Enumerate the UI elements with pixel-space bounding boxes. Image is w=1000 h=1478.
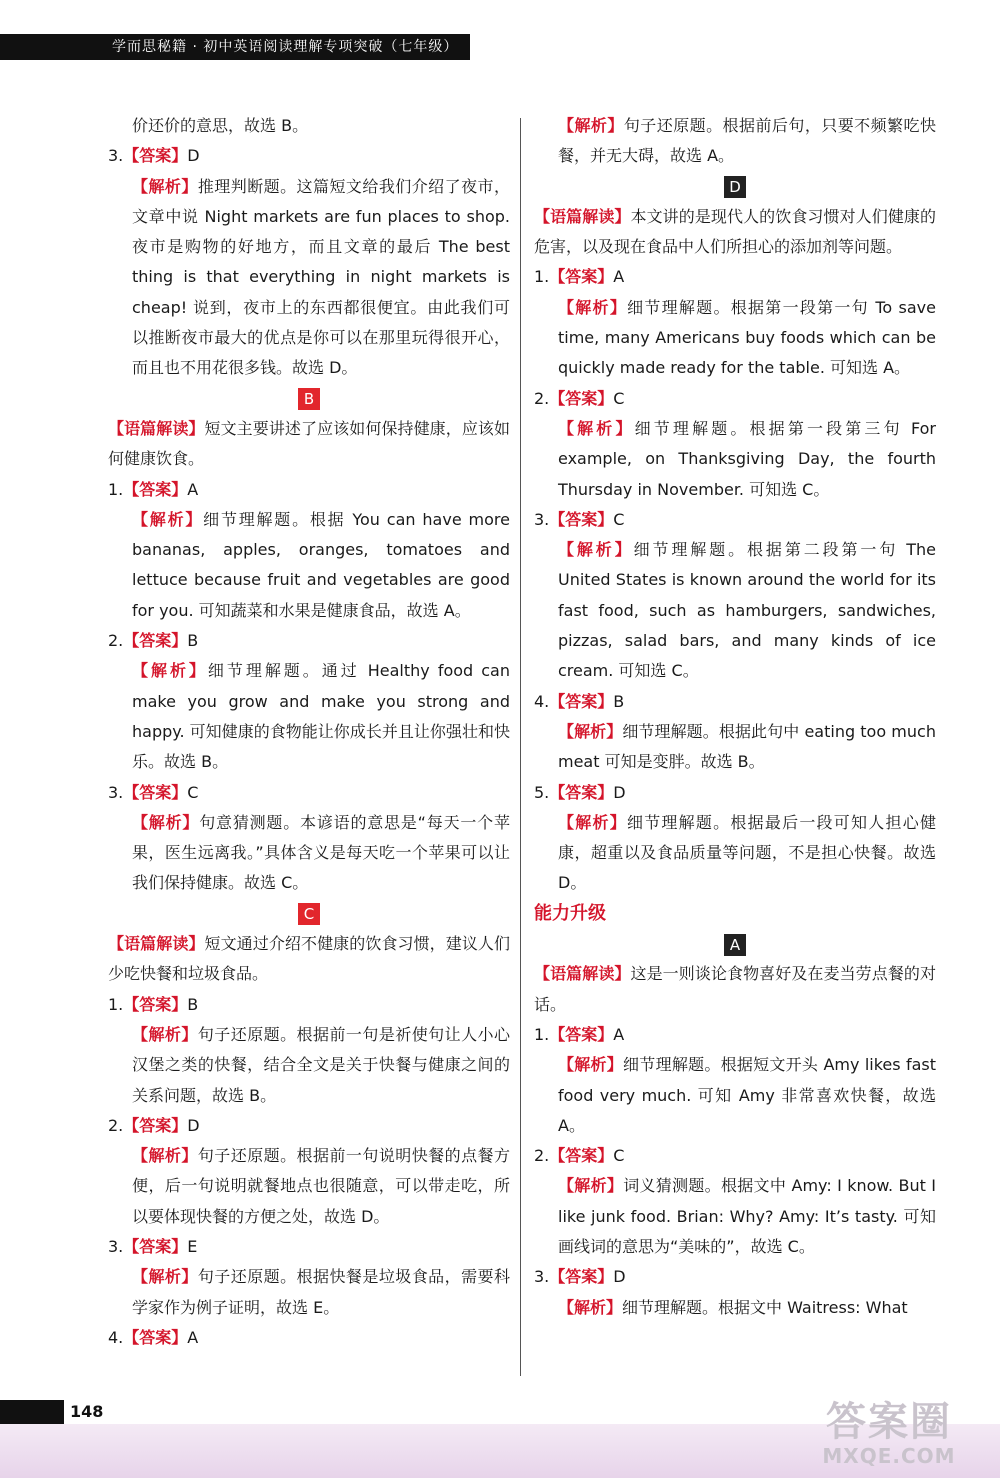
analysis-paragraph: 【解析】细节理解题。根据最后一段可知人担心健康，超重以及食品质量等问题，不是担心快餐。故选 D。 <box>558 812 936 893</box>
answer-line: 1.【答案】B <box>108 994 199 1014</box>
continuation-line: 价还价的意思，故选 B。 <box>132 116 309 135</box>
answer-line: 3.【答案】C <box>534 509 625 529</box>
section-c-box: C <box>298 903 320 925</box>
right-column <box>534 111 936 1323</box>
summary-b: 【语篇解读】短文主要讲述了应该如何保持健康，应该如何健康饮食。 <box>108 418 510 469</box>
page-number: 148 <box>70 1402 104 1421</box>
answer-line: 3.【答案】D <box>534 1267 626 1287</box>
answer-line: 1.【答案】A <box>108 479 199 499</box>
analysis-paragraph: 【解析】句意猜测题。本谚语的意思是“每天一个苹果，医生远离我。”具体含义是每天吃一个苹果可以让我们保持健康。故选 C。 <box>132 812 510 893</box>
header-bar <box>0 34 470 60</box>
section-a-box: A <box>724 934 746 956</box>
summary-c: 【语篇解读】短文通过介绍不健康的饮食习惯，建议人们少吃快餐和垃圾食品。 <box>108 934 510 984</box>
section-marker-c <box>108 899 510 929</box>
analysis-paragraph: 【解析】句子还原题。根据前一句说明快餐的点餐方便，后一句说明就餐地点也很随意，可以带走吃，所以要体现快餐的方便之处，故选 D。 <box>132 1146 510 1226</box>
analysis-paragraph: 【解析】细节理解题。根据短文开头 Amy likes fast food very much. 可知 Amy 非常喜欢快餐，故选 A。 <box>558 1055 936 1135</box>
analysis-paragraph: 【解析】细节理解题。根据此句中 eating too much meat 可知是变胖。故选 B。 <box>558 721 936 772</box>
section-marker-b <box>108 384 510 414</box>
answer-line: 1.【答案】A <box>534 267 625 287</box>
answer-line: 3.【答案】D <box>108 146 200 166</box>
analysis-paragraph: 【解析】细节理解题。根据第二段第一句 The United States is known around the world for its fast food, such as hamburgers, sandwiches, pizzas, salad bars, and many kinds of ice cream. 可知选 C。 <box>558 540 936 681</box>
section-marker-a <box>534 929 936 959</box>
section-b-box: B <box>298 388 320 410</box>
analysis-paragraph: 【解析】词义猜测题。根据文中 Amy: I know. But I like junk food. Brian: Why? Amy: It’s tasty. 可知画线词的意思为“美味的”，故选 C。 <box>558 1176 936 1256</box>
summary-a: 【语篇解读】这是一则谈论食物喜好及在麦当劳点餐的对话。 <box>534 964 936 1014</box>
answer-line: 2.【答案】C <box>534 388 625 408</box>
analysis-paragraph: 【解析】句子还原题。根据前一句是祈使句让人小心汉堡之类的快餐，结合全文是关于快餐与健康之间的关系问题，故选 B。 <box>132 1024 510 1105</box>
analysis-paragraph: 【解析】推理判断题。这篇短文给我们介绍了夜市，文章中说 Night markets are fun places to shop. 夜市是购物的好地方，而且文章的最后 The best thing is that everything in night markets is cheap! 说到，夜市上的东西都很便宜。由此我们可以推断夜市最大的优点是你可以在那里玩得很开心，而且也不用花很多钱。故选 D。 <box>132 176 510 378</box>
left-column <box>108 111 510 1353</box>
answer-line: 2.【答案】D <box>108 1115 200 1135</box>
watermark-logo: 答案圈 MXQE.COM <box>822 1399 956 1468</box>
section-marker-d <box>534 172 936 202</box>
answer-line: 4.【答案】B <box>534 691 625 711</box>
answer-line: 3.【答案】E <box>108 1236 198 1256</box>
analysis-paragraph: 【解析】句子还原题。根据快餐是垃圾食品，需要科学家作为例子证明，故选 E。 <box>132 1267 510 1317</box>
section-d-box: D <box>724 176 746 198</box>
column-divider <box>520 118 521 1376</box>
answer-line: 3.【答案】C <box>108 782 199 802</box>
answer-line: 2.【答案】C <box>534 1146 625 1166</box>
answer-line: 1.【答案】A <box>534 1024 625 1044</box>
analysis-paragraph: 【解析】细节理解题。根据第一段第三句 For example, on Thanksgiving Day, the fourth Thursday in November. 可知选 C。 <box>558 418 936 499</box>
analysis-paragraph: 【解析】细节理解题。根据文中 Waitress: What <box>558 1297 908 1317</box>
section-heading: 能力升级 <box>534 902 606 924</box>
answer-line: 4.【答案】A <box>108 1327 199 1347</box>
analysis-paragraph: 【解析】细节理解题。根据第一段第一句 To save time, many Americans buy foods which can be quickly made ready for the table. 可知选 A。 <box>558 297 936 378</box>
answer-line: 5.【答案】D <box>534 782 626 802</box>
analysis-paragraph: 【解析】细节理解题。通过 Healthy food can make you grow and make you strong and happy. 可知健康的食物能让你成长并且让你强壮和快乐。故选 B。 <box>132 661 510 772</box>
summary-d: 【语篇解读】本文讲的是现代人的饮食习惯对人们健康的危害，以及现在食品中人们所担心的添加剂等问题。 <box>534 206 936 257</box>
footer-bar <box>0 1400 64 1424</box>
analysis-paragraph: 【解析】句子还原题。根据前后句，只要不频繁吃快餐，并无大碍，故选 A。 <box>558 116 936 166</box>
answer-line: 2.【答案】B <box>108 631 199 651</box>
header-title: 学而思秘籍 · 初中英语阅读理解专项突破（七年级） <box>112 39 459 55</box>
analysis-paragraph: 【解析】细节理解题。根据 You can have more bananas, apples, oranges, tomatoes and lettuce because fruit and vegetables are good for you. 可知蔬菜和水果是健康食品，故选 A。 <box>132 509 510 620</box>
